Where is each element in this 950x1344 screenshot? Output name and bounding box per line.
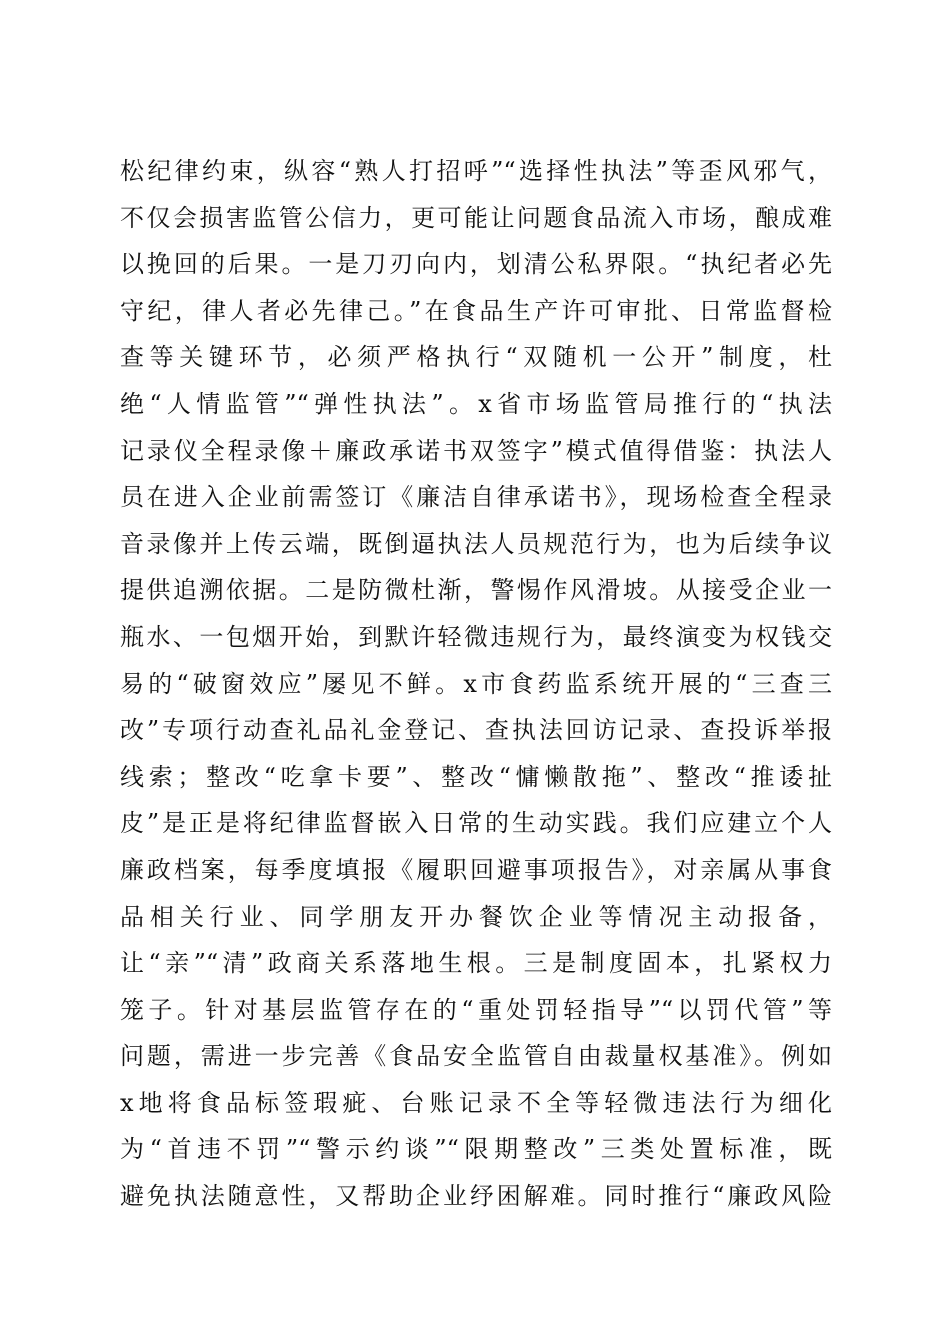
text-line: 避免执法随意性，又帮助企业纾困解难。同时推行“廉政风险: [120, 1182, 832, 1211]
text-line: 员在进入企业前需签订《廉洁自律承诺书》，现场检查全程录: [120, 483, 832, 512]
text-line: 品相关行业、同学朋友开办餐饮企业等情况主动报备，: [120, 902, 832, 931]
text-line: 为“首违不罚”“警示约谈”“限期整改”三类处置标准，既: [120, 1135, 832, 1164]
text-line: 笼子。针对基层监管存在的“重处罚轻指导”“以罚代管”等: [120, 995, 832, 1024]
text-line: 改”专项行动查礼品礼金登记、查执法回访记录、查投诉举报: [120, 716, 832, 745]
text-line: x地将食品标签瑕疵、台账记录不全等轻微违法行为细化: [120, 1088, 832, 1117]
text-line: 绝“人情监管”“弹性执法”。x省市场监管局推行的“执法: [120, 389, 832, 418]
text-line: 松纪律约束，纵容“熟人打招呼”“选择性执法”等歪风邪气，: [120, 157, 832, 185]
text-line: 以挽回的后果。一是刀刃向内，划清公私界限。“执纪者必先: [120, 250, 832, 279]
text-line: 瓶水、一包烟开始，到默许轻微违规行为，最终演变为权钱交: [120, 622, 832, 651]
text-line: 易的“破窗效应”屡见不鲜。x市食药监系统开展的“三查三: [120, 669, 832, 698]
text-line: 音录像并上传云端，既倒逼执法人员规范行为，也为后续争议: [120, 529, 832, 558]
text-line: 让“亲”“清”政商关系落地生根。三是制度固本，扎紧权力: [120, 949, 832, 978]
text-line: 提供追溯依据。二是防微杜渐，警惕作风滑坡。从接受企业一: [120, 576, 832, 605]
text-line: 守纪，律人者必先律己。”在食品生产许可审批、日常监督检: [120, 296, 832, 325]
body-paragraph: [120, 148, 832, 1220]
text-line: 记录仪全程录像＋廉政承诺书双签字”模式值得借鉴：执法人: [120, 436, 832, 465]
text-line: 线索；整改“吃拿卡要”、整改“慵懒散拖”、整改“推诿扯: [120, 762, 832, 791]
text-line: 查等关键环节，必须严格执行“双随机一公开”制度，杜: [120, 343, 832, 372]
text-line: 皮”是正是将纪律监督嵌入日常的生动实践。我们应建立个人: [120, 809, 832, 838]
text-line: 问题，需进一步完善《食品安全监管自由裁量权基准》。例如: [120, 1042, 832, 1071]
text-line: 廉政档案，每季度填报《履职回避事项报告》，对亲属从事食: [120, 855, 832, 884]
text-line: 不仅会损害监管公信力，更可能让问题食品流入市场，酿成难: [120, 203, 832, 232]
